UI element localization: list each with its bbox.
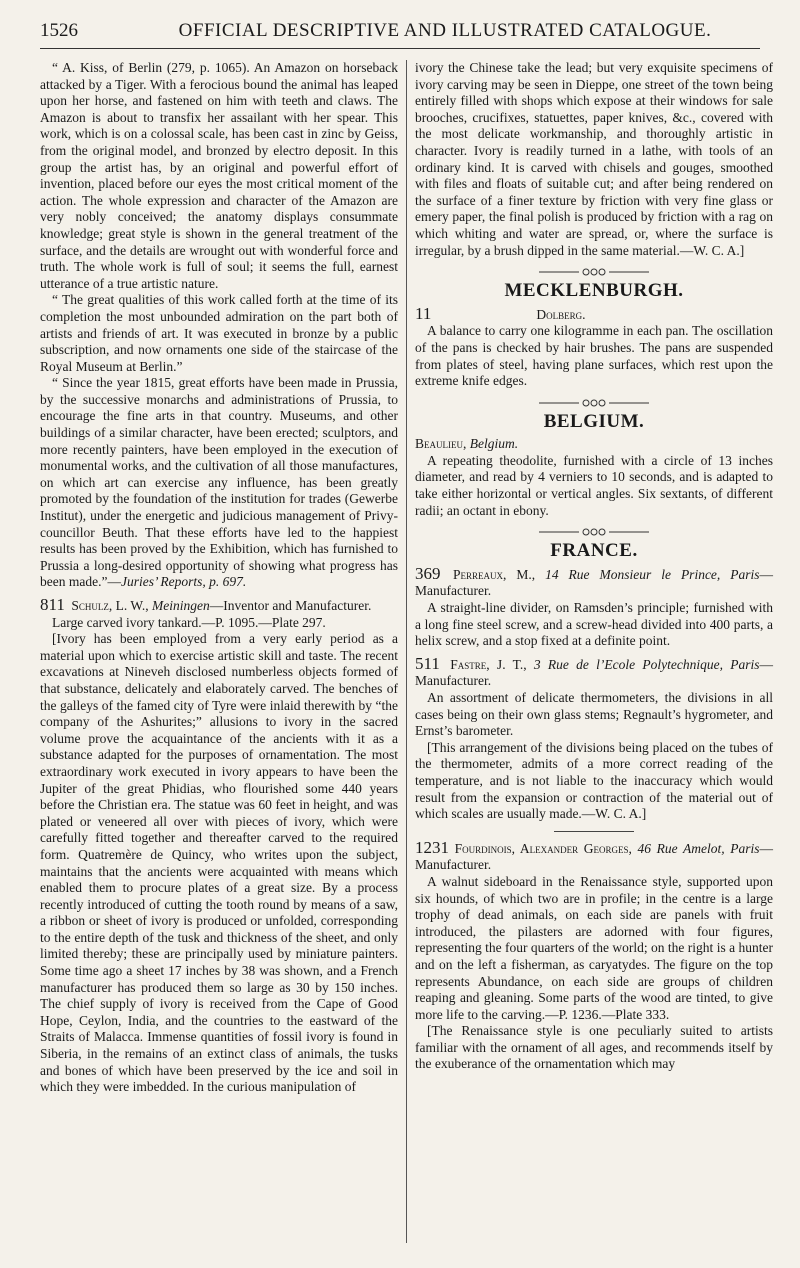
entry-desc: Large carved ivory tankard.—P. 1095.—Plate 297.: [52, 614, 326, 630]
entry-1231: 1231 Fourdinois, Alexander Georges, 46 Rue Amelot, Paris—Manufacturer. A walnut sideboard in the Renaissance style, supported upon six hounds, of which two are in profile; in the centre is a large trophy of dead animals, on each side are panels with fruit introduced, the pilasters are adorned with four figures, representing the four quarters of the world; on the right is a hunter and on the left a fisherman, as caryatydes. The figure on the top represents Abundance, on each side are groups of children reaping and gleaning. Some parts of the wood are tinted, to give more life to the carving.—P. 1236.—Plate 333. [The Renaissance style is one peculiarly suited to artists familiar with the ornament of all ages, and recommends itself by the exuberance of the ornamentation which may: [415, 837, 773, 1072]
left-column: [40, 60, 398, 1096]
entry-note: [Ivory has been employed from a very early period as a material upon which to exercise artistic skill and taste. The recent excavations at Nineveh disclosed numberless objects formed of that substance, delicately and elaborately carved. The benches of the galleys of the famed city of Tyre were inlaid therewith by “the company of the Ashurites;” allusions to ivory in the sacred volume prove the acquaintance of the ancients with it as a substance adapted for the purposes of ornamentation. The most extraordinary work executed in ivory appears to have been the Jupiter of the great Phidias, who flourished some 440 years before the Christian era. The statue was 60 feet in height, and was plated or veneered all over with pieces of ivory, which were carefully fitted together and thereafter carved to the required form. Quatremère de Quincy, who writes upon the subject, maintains that the ancients were acquainted with means which enabled them to procure plates of a great size. By a process recently introduced of cutting the tooth round by means of a saw, a ribbon or sheet of ivory is produced or unfolded, corresponding to the entire depth of the tusk and thickness of the sheet, and only limited thereby; these are principally used by miniature painters. Some time ago a sheet 17 inches by 38 was shown, and a French manufacturer has produced them so large as 30 by 150 inches. The chief supply of ivory is received from the Cape of Good Hope, Ceylon, India, and the countries to the eastward of the Straits of Malacca. Immense quantities of fossil ivory is found in Siberia, in the remains of an extinct class of animals, the tusks and bones of which have been preserved by the ice and soil in which they were imbedded. In the curious manipulation of: [40, 631, 398, 1095]
entry-desc: A repeating theodolite, furnished with a circle of 13 inches diameter, and read by 4 verniers to 10 seconds, and is adapted to take either horizontal or vertical angles. Six sextants, of different radii; an octant in ebony.: [415, 452, 773, 518]
entry-beaulieu: Beaulieu, Belgium. A repeating theodolite, furnished with a circle of 13 inches diameter, and read by 4 verniers to 10 seconds, and is adapted to take either horizontal or vertical angles. Six sextants, of different radii; an octant in ebony.: [415, 436, 773, 518]
entry-811: 811 Schulz, L. W., Meiningen—Inventor and Manufacturer. Large carved ivory tankard.—P. 1095.—Plate 297. [Ivory has been employed from a very early period as a material upon which to exercise artistic skill and taste. The recent excavations at Nineveh disclosed numberless objects formed of that substance, delicately and elaborately carved. The benches of the galleys of the famed city of Tyre were inlaid therewith by “the company of the Ashurites;” allusions to ivory in the sacred volume prove the acquaintance of the ancients with it as a substance adapted for the purposes of ornamentation. The most extraordinary work executed in ivory appears to have been the Jupiter of the great Phidias, who flourished some 440 years before the Christian era. The statue was 60 feet in height, and was plated or veneered all over with pieces of ivory, which were carefully fitted together and thereafter carved to the required form. Quatremère de Quincy, who writes upon the subject, maintains that the ancients were acquainted with means which enabled them to procure plates of a great size. By a process recently introduced of cutting the tooth round by means of a saw, a ribbon or sheet of ivory is produced or unfolded, corresponding to the entire depth of the tusk and thickness of the sheet, and only limited thereby; these are principally used by miniature painters. Some time ago a sheet 17 inches by 38 was shown, and a French manufacturer has produced them so large as 30 by 150 inches. The chief supply of ivory is received from the Cape of Good Hope, Ceylon, India, and the countries to the eastward of the Straits of Malacca. Immense quantities of fossil ivory is found in Siberia, in the remains of an extinct class of animals, the tusks and bones of which have been preserved by the ice and soil in which they were imbedded. In the curious manipulation of: [40, 595, 398, 1095]
entry-511: 511 Fastre, J. T., 3 Rue de l’Ecole Polytechnique, Paris—Manufacturer. An assortment of delicate thermometers, the divisions in all cases being on their own glass stems; Regnault’s hygrometer, and Ernst’s barometer. [This arrangement of the divisions being placed on the tubes of the thermometer, admits of a more correct reading of the temperature, and is not liable to the inaccuracy which would result from the expansion or contraction of the material out of which scales are usually made.—W. C. A.]: [415, 653, 774, 822]
header-rule: [40, 48, 760, 49]
page-number: 1526: [40, 20, 78, 41]
section-title-mecklenburgh: MECKLENBURGH.: [504, 280, 684, 302]
paragraph: ivory the Chinese take the lead; but very exquisite specimens of ivory carving may be seen in Dieppe, one street of the town being entirely filled with shops which expose at their windows for sale brooches, crucifixes, statuettes, paper knives, &c., covered with the most delicate workmanship, and thoroughly artistic in character. Ivory is readily turned in a lathe, with tools of an ordinary kind. It is carved with chisels and gouges, smoothed with files and floats of suitable cut; and after being rendered on the surface of a finer texture by friction with very fine glass or emery paper, the final polish is produced by friction with a rag on which whiting and water are spread, or, where the surface is irregular, by a brush dipped in the same material.—W. C. A.]: [415, 60, 773, 258]
entry-369: 369 Perreaux, M., 14 Rue Monsieur le Prince, Paris— Manufacturer. A straight-line divider, on Ramsden’s principle; furnished with a long fine steel screw, and a screw-head divided into 400 parts, a helix screw, and a stop fixed at a definite point.: [415, 563, 774, 649]
entry-note: [This arrangement of the divisions being placed on the tubes of the thermometer, admits of a more correct reading of the temperature, and is not liable to the inaccuracy which would result from the expansion or contraction of the material out of which scales are usually made.—W. C. A.]: [415, 739, 773, 822]
short-rule: [554, 831, 634, 832]
paragraph: “ The great qualities of this work called forth at the time of its completion the most unbounded admiration on the part both of artists and friends of art. It was executed in bronze by a public subscription, and now ornaments one side of the staircase of the Royal Museum at Berlin.”: [40, 292, 398, 374]
entry-desc: A straight-line divider, on Ramsden’s principle; furnished with a long fine steel screw, and a screw-head divided into 400 parts, a helix screw, and a stop fixed at a definite point.: [415, 600, 773, 649]
paragraph: “ A. Kiss, of Berlin (279, p. 1065). An Amazon on horseback attacked by a Tiger. With a ferocious bound the animal has leaped upon her horse, and fastened on him with teeth and claws. The Amazon is about to transfix her assailant with her spear. This work, which is on a colossal scale, has been cast in zinc by Geiss, from the original model, and bronzed by electro deposit. In this group the artist has, by an original and powerful effort of invention, placed before our eyes the most critical moment of the action. The whole expression and character of the Amazon are very nobly conceived; the anatomy displays consummate knowledge; great style is shown in the general treatment of the surface, and the details are wrought out with wonderful force and truth. The whole work is full of soul; it seems the full, earnest utterance of a true artistic nature.: [40, 60, 398, 291]
entry-note: [The Renaissance style is one peculiarly suited to artists familiar with the ornament of all ages, and recommends itself by the exuberance of the ornamentation which may: [415, 1023, 773, 1072]
entry-desc: A balance to carry one kilogramme in each pan. The oscillation of the pans is checked by hair brushes. The pans are suspended from plates of steel, having plane surfaces, which rest upon the extreme knife edges.: [415, 323, 773, 389]
section-title-france: FRANCE.: [550, 540, 638, 562]
entry-desc: A walnut sideboard in the Renaissance style, supported upon six hounds, of which two are in profile; in the centre is a large trophy of dead animals, on each side are panels with fruit introduced, the pilasters are adorned with four figures, representing the four quarters of the world; on the right is a hunter and on the left a fisherman, as caryatydes. The figure on the top represents Abundance, on each side are groups of children reaping and gleaning. Some parts of the wood are tinted, to give more life to the carving.—P. 1236.—Plate 333.: [415, 873, 773, 1022]
running-title: OFFICIAL DESCRIPTIVE AND ILLUSTRATED CATALOGUE.: [178, 20, 712, 41]
section-title-belgium: BELGIUM.: [543, 410, 645, 432]
column-divider: [406, 60, 407, 1243]
ornament-divider: [534, 398, 654, 408]
entry-desc: An assortment of delicate thermometers, the divisions in all cases being on their own glass stems; Regnault’s hygrometer, and Ernst’s barometer.: [415, 690, 773, 739]
ornament-divider: [534, 267, 654, 277]
right-column: [415, 60, 773, 1073]
ornament-divider: [534, 527, 654, 537]
paragraph: “ Since the year 1815, great efforts have been made in Prussia, by the successive monarchs and administrations of Prussia, to encourage the fine arts in that country. Museums, and other buildings of a similar character, have been erected; sculptors, and more recently painters, have been employed in the execution of monumental works, and the cultivation of all those manufactures, on which art can exercise any influence, has been greatly promoted by the foundation of the institution for trades (Gewerbe Institut), under the energetic and judicious management of Privy-councillor Beuth. That these efforts have led to the happiest results has been proved by the Exhibition, which has furnished to Prussia a long-desired opportunity of showing what progress has been made.”—Juries’ Reports, p. 697.: [40, 375, 398, 590]
entry-11: 11 Dolberg. A balance to carry one kilogramme in each pan. The oscillation of the pans is checked by hair brushes. The pans are suspended from plates of steel, having plane surfaces, which rest upon the extreme knife edges.: [415, 303, 773, 389]
